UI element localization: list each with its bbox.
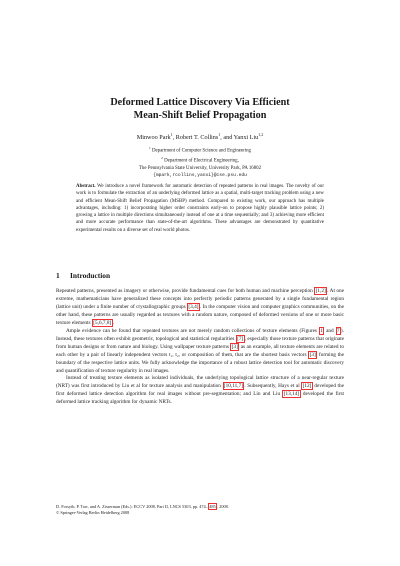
text-run: D. Forsyth, P. Torr, and A. Zisserman (Eds.): ECCV 2008, Part II, LNCS 5303, pp. 474–	[56, 504, 208, 509]
citation-link[interactable]: [3,4]	[188, 303, 199, 310]
paper-title	[40, 96, 360, 122]
section-body	[56, 288, 344, 407]
figure-link[interactable]: 1	[320, 327, 323, 334]
affiliation-mark: 2	[161, 156, 163, 161]
title-line-2: Mean-Shift Belief Propagation	[133, 110, 267, 121]
text-run: developed the first deformed lattice tracking algorithm for dynamic NRTs.	[56, 391, 344, 406]
section-heading	[56, 271, 110, 280]
citation-link[interactable]: [3]	[309, 351, 316, 358]
affiliation-line	[40, 155, 360, 165]
citation-link[interactable]: [3]	[231, 343, 238, 350]
text-run: . At one extreme, mathematicians have generalized these concepts into perfectly periodic patterns generated by a single fundamental region (lattice unit) under a finite number of crystallographic groups	[56, 288, 344, 310]
text-run: , 2008.	[217, 504, 229, 509]
publication-footer	[56, 504, 344, 516]
author-name: Minwoo Park	[136, 134, 171, 142]
text-run: . Subsequently, Hays et al	[244, 383, 302, 390]
page-link[interactable]: 485	[209, 504, 216, 509]
text-run: developed the first deformed lattice detection algorithm for real images without pre-segmentation; and Lin and Liu	[56, 383, 344, 398]
section-number: 1	[56, 271, 60, 280]
abstract	[76, 183, 324, 234]
author-affiliation-mark: 1,2	[258, 132, 264, 137]
text-run: ). Instead, these textures often exhibit geometric, topological and statistical regularities	[56, 327, 344, 342]
paragraph	[56, 328, 344, 376]
author-list	[40, 131, 360, 142]
author-name: Robert T. Collins	[175, 134, 219, 142]
affiliation-line	[40, 145, 360, 155]
affiliation-line: The Pennsylvania State University, University Park, PA 16802	[138, 165, 262, 171]
citation-link[interactable]: [1,2]	[315, 288, 326, 294]
abstract-label: Abstract.	[76, 184, 96, 189]
affiliation-text: Department of Electrical Engineering,	[164, 159, 239, 165]
author-separator: ,	[172, 134, 176, 142]
abstract-text: We introduce a novel framework for automatic detection of repeated patterns in real images. The novelty of our work is to formulate the extraction of an underlying deformed lattice as a spatial, multi-target tracking problem using a new and efficient Mean-Shift Belief Propagation (MSBP) method. Compared to existing work, our approach has multiple advantages, including: 1) incorporating higher order constraints early-on to propose highly plausible lattice points; 2) growing a lattice in multiple directions simultaneously instead of one at a time sequentially; and 3) achieving more efficient and more accurate performance than state-of-the-art algorithms. These advantages are demonstrated by quantitative experimental results on a diverse set of real world photos.	[76, 184, 324, 233]
text-run: Instead of treating texture elements as isolated individuals, the underlying topological lattice structure of a near-regular texture (NRT) was first introduced by Liu et al for texture analysis and manipulation	[56, 375, 344, 390]
author-affiliation-mark: 1	[218, 132, 221, 137]
text-run: . In the computer vision and computer graphics communities, on the other hand, these patterns are usually regarded as textures with a random nature, composed of deformed versions of one or more basic texture elements	[56, 303, 344, 326]
title-line-1: Deformed Lattice Discovery Via Efficient	[110, 97, 290, 108]
text-run: Repeated patterns, presented as imagery or otherwise, provide fundamental cues for both human and machine perception	[56, 288, 315, 294]
paragraph	[56, 375, 344, 407]
paragraph	[56, 288, 344, 328]
text-run: and	[324, 327, 336, 334]
affiliation-mark: 1	[149, 146, 151, 150]
author-separator: , and	[220, 134, 234, 142]
text-run: Ample evidence can be found that repeated textures are not merely random collections of texture elements (Figures	[66, 327, 319, 334]
section-title: Introduction	[70, 271, 111, 280]
footer-copyright: © Springer-Verlag Berlin Heidelberg 2008	[56, 510, 130, 516]
affiliations	[40, 145, 360, 179]
citation-link[interactable]: [10,11,7]	[223, 383, 243, 390]
author-name: Yanxi Liu	[233, 134, 259, 142]
citation-link[interactable]: [7]	[237, 335, 244, 342]
author-emails: {mpark,rcollins,yanxi}@cse.psu.edu	[153, 172, 247, 178]
text-run: forming the boundary of the respective lattice units. We fully acknowledge the importance of a robust lattice detection tool for automatic discovery and quantification of texture regularity in real images.	[56, 351, 345, 374]
text-run: .	[112, 319, 114, 326]
citation-link[interactable]: [5,6,7,8]	[93, 319, 112, 326]
affiliation-text: Department of Computer Science and Engineering	[151, 148, 251, 154]
text-run: as an example, all texture elements are related to each other by a pair of linearly independent vectors t₁, t₂, or composition of them, that are the shortest basis vectors	[56, 343, 344, 358]
citation-link[interactable]: [13,14]	[283, 391, 300, 398]
citation-link[interactable]: [12]	[302, 383, 312, 390]
figure-link[interactable]: 7	[336, 327, 340, 334]
text-run: , especially those texture patterns that originate from human designs or from nature and biology. Using wallpaper texture patterns	[56, 335, 344, 350]
author-affiliation-mark: 1	[170, 132, 173, 137]
